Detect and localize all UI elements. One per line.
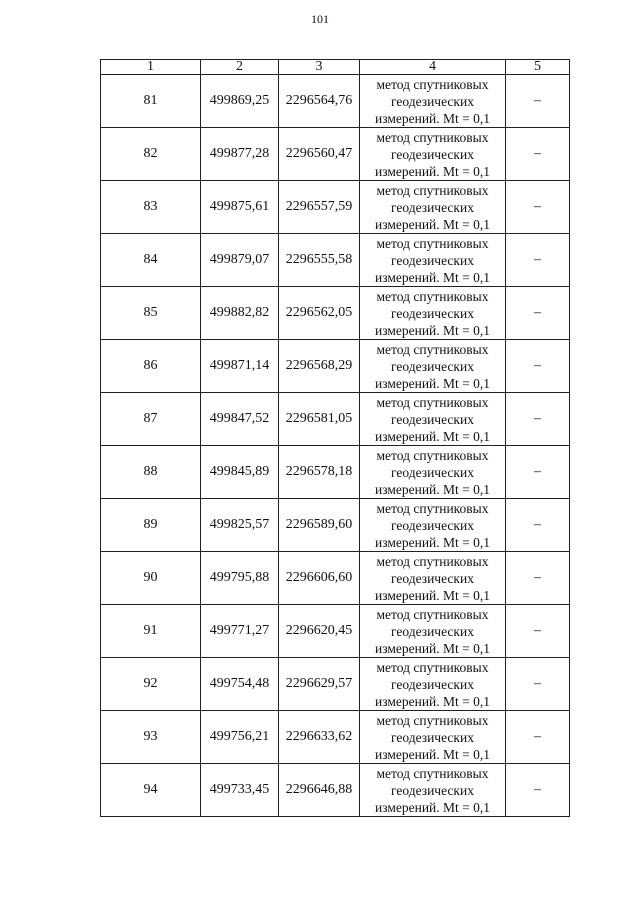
point-number-cell: 89 xyxy=(101,499,201,552)
x-coordinate-cell: 499877,28 xyxy=(201,128,279,181)
method-line: измерений. Mt = 0,1 xyxy=(374,746,491,762)
method-line: измерений. Mt = 0,1 xyxy=(374,534,491,550)
table-row xyxy=(101,711,570,764)
method-line: измерений. Mt = 0,1 xyxy=(374,693,491,709)
method-cell xyxy=(360,552,506,605)
table-row xyxy=(101,446,570,499)
method-line: геодезических xyxy=(391,146,474,162)
method-line: геодезических xyxy=(391,252,474,268)
column-header-2: 2 xyxy=(201,60,279,75)
method-line: геодезических xyxy=(391,676,474,692)
method-line: измерений. Mt = 0,1 xyxy=(374,322,491,338)
point-number-cell: 94 xyxy=(101,764,201,817)
point-number-cell: 81 xyxy=(101,75,201,128)
note-cell: – xyxy=(506,128,570,181)
method-line: метод спутниковых xyxy=(376,606,489,622)
method-line: измерений. Mt = 0,1 xyxy=(374,640,491,656)
method-cell xyxy=(360,605,506,658)
y-coordinate-cell: 2296581,05 xyxy=(279,393,360,446)
method-line: метод спутниковых xyxy=(376,288,489,304)
method-line: измерений. Mt = 0,1 xyxy=(374,269,491,285)
table-row xyxy=(101,552,570,605)
method-line: геодезических xyxy=(391,729,474,745)
x-coordinate-cell: 499825,57 xyxy=(201,499,279,552)
method-line: измерений. Mt = 0,1 xyxy=(374,375,491,391)
method-cell xyxy=(360,499,506,552)
table-row xyxy=(101,181,570,234)
method-cell xyxy=(360,75,506,128)
table-row xyxy=(101,234,570,287)
note-cell: – xyxy=(506,711,570,764)
x-coordinate-cell: 499795,88 xyxy=(201,552,279,605)
column-header-1: 1 xyxy=(101,60,201,75)
table-row xyxy=(101,75,570,128)
method-cell xyxy=(360,711,506,764)
table-row xyxy=(101,287,570,340)
method-cell xyxy=(360,128,506,181)
y-coordinate-cell: 2296589,60 xyxy=(279,499,360,552)
x-coordinate-cell: 499869,25 xyxy=(201,75,279,128)
method-line: геодезических xyxy=(391,358,474,374)
x-coordinate-cell: 499845,89 xyxy=(201,446,279,499)
method-cell xyxy=(360,393,506,446)
note-cell: – xyxy=(506,393,570,446)
method-cell xyxy=(360,287,506,340)
method-line: метод спутниковых xyxy=(376,659,489,675)
y-coordinate-cell: 2296557,59 xyxy=(279,181,360,234)
table-header-row xyxy=(101,60,570,75)
method-line: метод спутниковых xyxy=(376,553,489,569)
table-row xyxy=(101,764,570,817)
x-coordinate-cell: 499733,45 xyxy=(201,764,279,817)
y-coordinate-cell: 2296568,29 xyxy=(279,340,360,393)
method-line: геодезических xyxy=(391,517,474,533)
method-line: геодезических xyxy=(391,623,474,639)
y-coordinate-cell: 2296578,18 xyxy=(279,446,360,499)
method-line: метод спутниковых xyxy=(376,394,489,410)
point-number-cell: 88 xyxy=(101,446,201,499)
column-header-3: 3 xyxy=(279,60,360,75)
method-line: метод спутниковых xyxy=(376,129,489,145)
page-number: 101 xyxy=(311,12,329,26)
x-coordinate-cell: 499875,61 xyxy=(201,181,279,234)
method-cell xyxy=(360,764,506,817)
method-line: измерений. Mt = 0,1 xyxy=(374,163,491,179)
method-line: измерений. Mt = 0,1 xyxy=(374,799,491,815)
note-cell: – xyxy=(506,764,570,817)
method-line: измерений. Mt = 0,1 xyxy=(374,481,491,497)
x-coordinate-cell: 499879,07 xyxy=(201,234,279,287)
method-line: метод спутниковых xyxy=(376,500,489,516)
table-row xyxy=(101,658,570,711)
point-number-cell: 92 xyxy=(101,658,201,711)
y-coordinate-cell: 2296560,47 xyxy=(279,128,360,181)
y-coordinate-cell: 2296564,76 xyxy=(279,75,360,128)
y-coordinate-cell: 2296606,60 xyxy=(279,552,360,605)
note-cell: – xyxy=(506,552,570,605)
method-line: метод спутниковых xyxy=(376,712,489,728)
note-cell: – xyxy=(506,446,570,499)
note-cell: – xyxy=(506,287,570,340)
note-cell: – xyxy=(506,340,570,393)
y-coordinate-cell: 2296562,05 xyxy=(279,287,360,340)
method-line: измерений. Mt = 0,1 xyxy=(374,216,491,232)
method-line: геодезических xyxy=(391,570,474,586)
table-row xyxy=(101,128,570,181)
method-cell xyxy=(360,658,506,711)
point-number-cell: 93 xyxy=(101,711,201,764)
x-coordinate-cell: 499847,52 xyxy=(201,393,279,446)
point-number-cell: 84 xyxy=(101,234,201,287)
method-cell xyxy=(360,234,506,287)
table-row xyxy=(101,340,570,393)
method-line: геодезических xyxy=(391,199,474,215)
table-row xyxy=(101,499,570,552)
method-cell xyxy=(360,446,506,499)
point-number-cell: 85 xyxy=(101,287,201,340)
coordinates-table xyxy=(100,59,570,817)
x-coordinate-cell: 499771,27 xyxy=(201,605,279,658)
method-line: геодезических xyxy=(391,93,474,109)
method-cell xyxy=(360,340,506,393)
point-number-cell: 91 xyxy=(101,605,201,658)
y-coordinate-cell: 2296633,62 xyxy=(279,711,360,764)
method-line: измерений. Mt = 0,1 xyxy=(374,428,491,444)
note-cell: – xyxy=(506,499,570,552)
x-coordinate-cell: 499754,48 xyxy=(201,658,279,711)
method-line: геодезических xyxy=(391,305,474,321)
column-header-5: 5 xyxy=(506,60,570,75)
method-line: метод спутниковых xyxy=(376,76,489,92)
method-cell xyxy=(360,181,506,234)
y-coordinate-cell: 2296620,45 xyxy=(279,605,360,658)
x-coordinate-cell: 499756,21 xyxy=(201,711,279,764)
note-cell: – xyxy=(506,75,570,128)
point-number-cell: 82 xyxy=(101,128,201,181)
method-line: геодезических xyxy=(391,411,474,427)
table-row xyxy=(101,393,570,446)
point-number-cell: 90 xyxy=(101,552,201,605)
note-cell: – xyxy=(506,658,570,711)
x-coordinate-cell: 499871,14 xyxy=(201,340,279,393)
column-header-4: 4 xyxy=(360,60,506,75)
note-cell: – xyxy=(506,181,570,234)
method-line: геодезических xyxy=(391,782,474,798)
method-line: метод спутниковых xyxy=(376,447,489,463)
table-row xyxy=(101,605,570,658)
method-line: геодезических xyxy=(391,464,474,480)
method-line: метод спутниковых xyxy=(376,765,489,781)
method-line: метод спутниковых xyxy=(376,341,489,357)
method-line: измерений. Mt = 0,1 xyxy=(374,587,491,603)
point-number-cell: 87 xyxy=(101,393,201,446)
x-coordinate-cell: 499882,82 xyxy=(201,287,279,340)
note-cell: – xyxy=(506,234,570,287)
method-line: метод спутниковых xyxy=(376,182,489,198)
method-line: измерений. Mt = 0,1 xyxy=(374,110,491,126)
method-line: метод спутниковых xyxy=(376,235,489,251)
point-number-cell: 83 xyxy=(101,181,201,234)
table-body xyxy=(101,75,570,817)
y-coordinate-cell: 2296629,57 xyxy=(279,658,360,711)
y-coordinate-cell: 2296555,58 xyxy=(279,234,360,287)
y-coordinate-cell: 2296646,88 xyxy=(279,764,360,817)
point-number-cell: 86 xyxy=(101,340,201,393)
note-cell: – xyxy=(506,605,570,658)
